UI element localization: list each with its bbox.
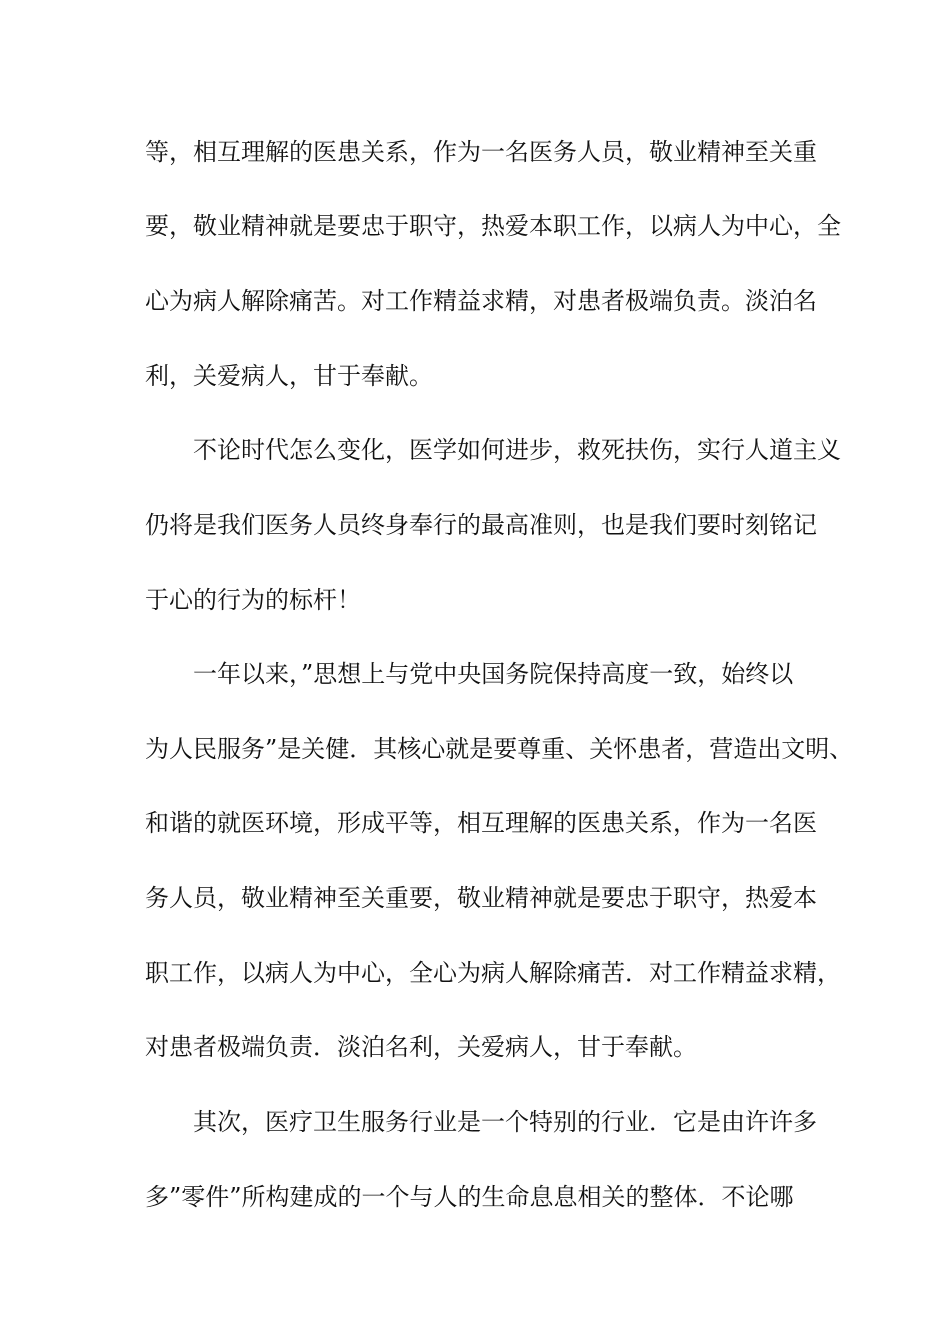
text-line: 其次，医疗卫生服务行业是一个特别的行业．它是由许许多 — [193, 1108, 817, 1136]
text-line: 于心的行为的标杆！ — [145, 586, 361, 614]
text-line: 心为病人解除痛苦。对工作精益求精，对患者极端负责。淡泊名 — [145, 287, 817, 315]
text-line: 务人员，敬业精神至关重要，敬业精神就是要忠于职守，热爱本 — [145, 884, 817, 912]
text-line: 不论时代怎么变化，医学如何进步，救死扶伤，实行人道主义 — [193, 436, 841, 464]
text-line: 职工作，以病人为中心，全心为病人解除痛苦．对工作精益求精， — [145, 959, 841, 987]
text-line: 对患者极端负责．淡泊名利，关爱病人，甘于奉献。 — [145, 1033, 697, 1061]
text-line: 要，敬业精神就是要忠于职守，热爱本职工作，以病人为中心，全 — [145, 212, 841, 240]
text-line: 多”零件”所构建成的一个与人的生命息息相关的整体．不论哪 — [145, 1183, 794, 1211]
text-line: 利，关爱病人，甘于奉献。 — [145, 362, 433, 390]
text-line: 为人民服务”是关健．其核心就是要尊重、关怀患者，营造出文明、 — [145, 735, 854, 763]
text-line: 一年以来，”思想上与党中央国务院保持高度一致，始终以 — [193, 660, 794, 688]
text-line: 仍将是我们医务人员终身奉行的最高准则，也是我们要时刻铭记 — [145, 511, 817, 539]
text-line: 等，相互理解的医患关系，作为一名医务人员，敬业精神至关重 — [145, 138, 817, 166]
text-line: 和谐的就医环境，形成平等，相互理解的医患关系，作为一名医 — [145, 809, 817, 837]
